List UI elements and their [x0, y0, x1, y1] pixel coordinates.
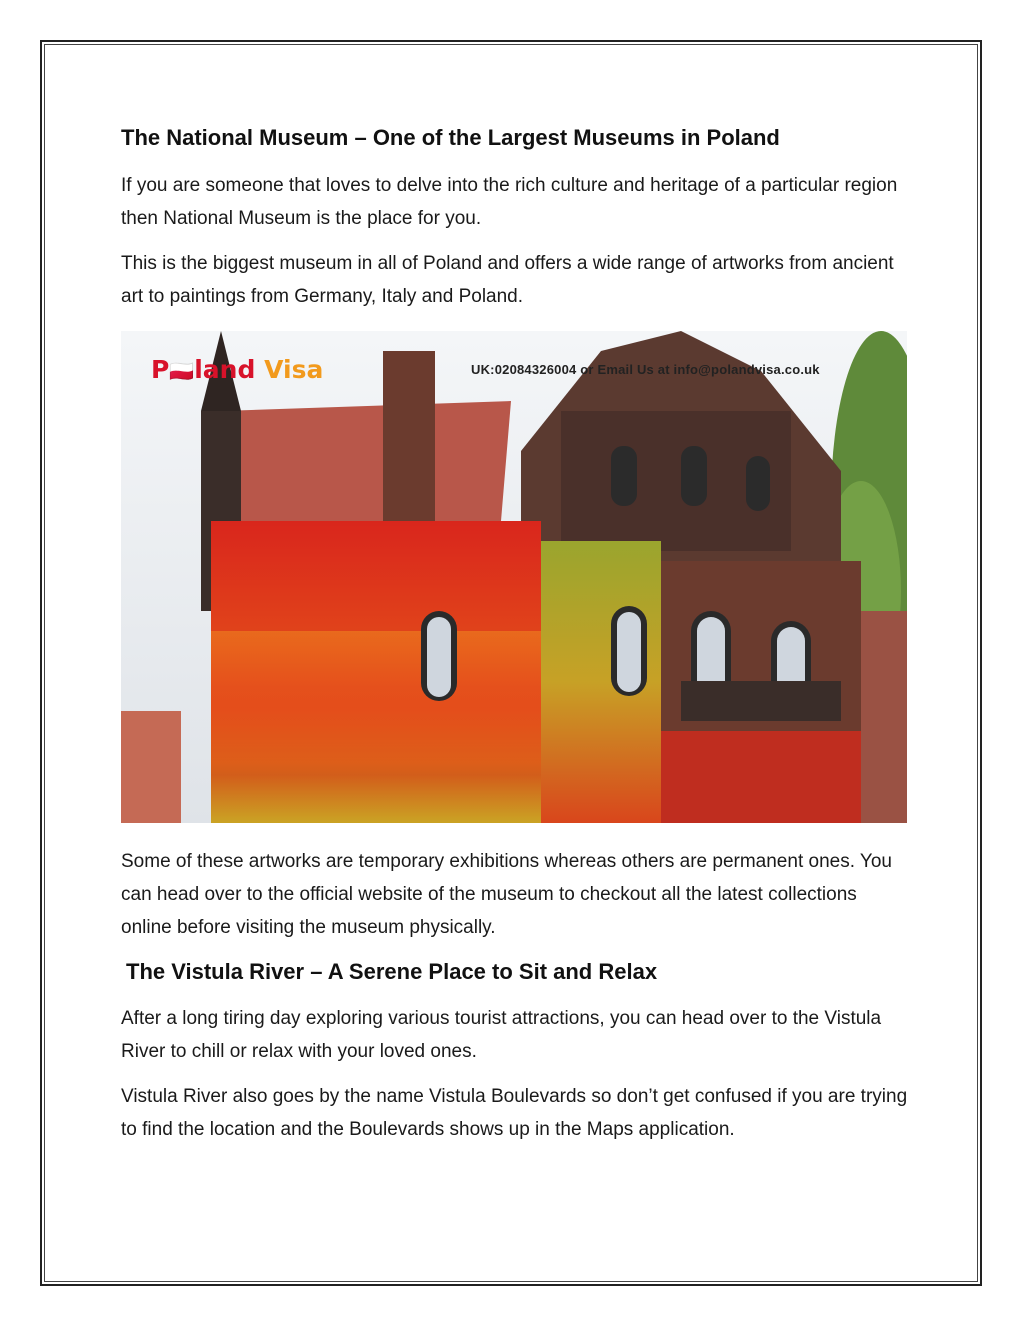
paragraph-vistula-boulevards: Vistula River also goes by the name Vistula Boulevards so don’t get confused if you are trying to find the location and the Boulevards shows up in the Maps application.: [121, 1086, 908, 1141]
contact-overlay-text: UK:02084326004 or Email Us at info@polandvisa.co.uk: [471, 361, 820, 377]
poland-flag-icon: 🇵🇱: [169, 358, 195, 383]
section-heading-vistula-river: The Vistula River – A Serene Place to Sit and Relax: [126, 958, 658, 984]
paragraph-biggest-museum: This is the biggest museum in all of Poland and offers a wide range of artworks from ancient art to paintings from Germany, Italy and Poland.: [121, 252, 894, 307]
page-content: [121, 118, 911, 1146]
logo-text-land: land: [194, 354, 256, 384]
paragraph-intro: If you are someone that loves to delve into the rich culture and heritage of a particular region then National Museum is the place for you.: [121, 174, 898, 229]
paragraph-artworks: Some of these artworks are temporary exhibitions whereas others are permanent ones. You can head over to the official website of the museum to checkout all the latest collections online before visiting the museum physically.: [121, 850, 892, 938]
museum-illustration: [121, 331, 907, 823]
section-heading-national-museum: The National Museum – One of the Largest Museums in Poland: [121, 125, 780, 150]
poland-visa-logo: [151, 355, 323, 384]
museum-photo: [121, 331, 907, 823]
logo-text-visa: Visa: [264, 354, 324, 384]
paragraph-vistula-relax: After a long tiring day exploring various tourist attractions, you can head over to the Vistula River to chill or relax with your loved ones.: [121, 1008, 882, 1063]
logo-text-p: P: [151, 354, 170, 384]
